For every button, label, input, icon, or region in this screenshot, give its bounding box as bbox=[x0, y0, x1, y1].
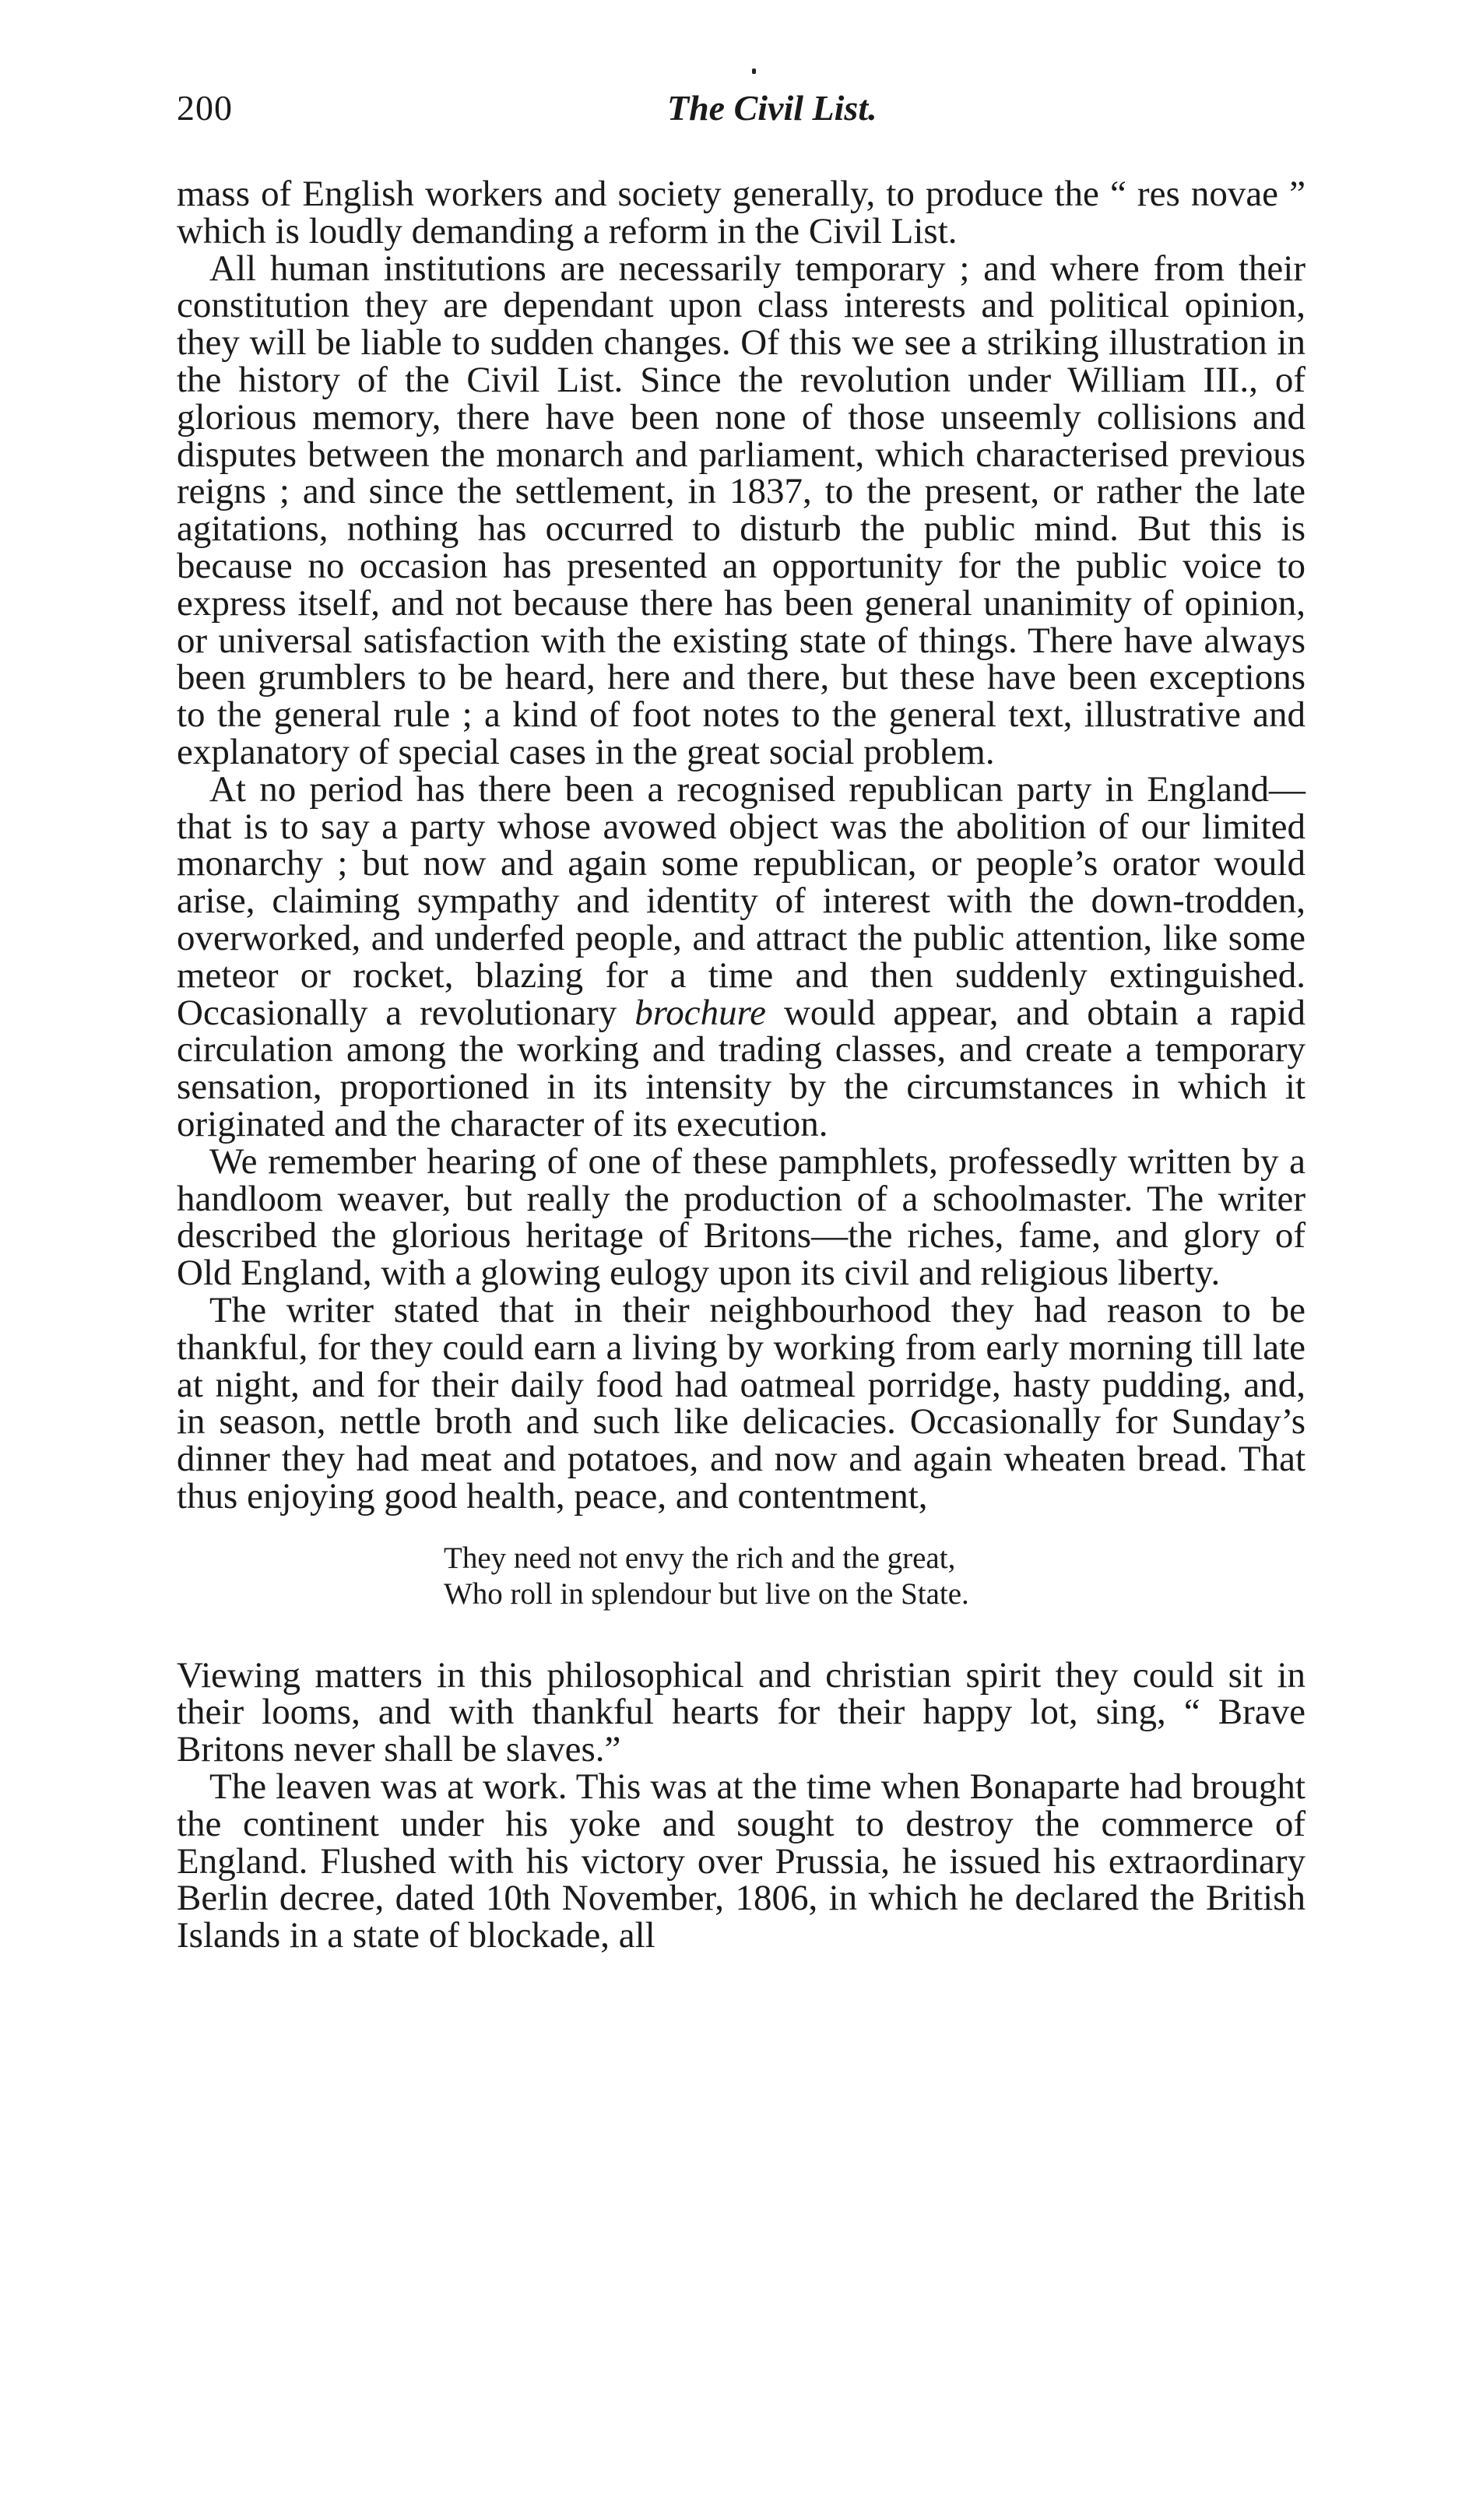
page-number: 200 bbox=[177, 88, 233, 128]
paragraph-5: The writer stated that in their neighbourhood they had reason to be thankful, for they could earn a living by working from early morning till late at night, and for their daily food had oatmeal porridge, hasty pudding, and, in season, nettle broth and such like delicacies. Occasionally for Sunday’s dinner they had meat and potatoes, and now and again wheaten bread. That thus enjoying good health, peace, and contentment, bbox=[177, 1289, 1306, 1517]
paragraph-1: mass of English workers and society generally, to produce the “ res novae ” which is loudly demanding a reform in the Civil List. bbox=[177, 174, 1306, 251]
paragraph-4: We remember hearing of one of these pamphlets, professedly written by a handloom weaver, but really the production of a schoolmaster. The writer described the glorious heritage of Britons—the riches, fame, and glory of Old England, with a glowing eulogy upon its civil and religious liberty. bbox=[177, 1141, 1306, 1294]
body-text bbox=[177, 176, 1306, 1955]
verse-quote bbox=[177, 1541, 1306, 1612]
verse-line-1: They need not envy the rich and the great, bbox=[444, 1541, 956, 1575]
paragraph-6: Viewing matters in this philosophical and christian spirit they could sit in their looms, and with thankful hearts for their happy lot, sing, “ Brave Britons never shall be slaves.” bbox=[177, 1654, 1306, 1770]
print-speck bbox=[752, 69, 756, 74]
paragraph-3-part-2: would appear, and obtain a rapid circulation among the working and trading classes, and create a temporary sensation, proportioned in its intensity by the circumstances in which it originated and the character of its execution. bbox=[177, 992, 1306, 1144]
page-header bbox=[177, 87, 1306, 142]
paragraph-2: All human institutions are necessarily temporary ; and where from their constitution they are dependant upon class interests and political opinion, they will be liable to sudden changes. Of this we see a striking illustration in the history of the Civil List. Since the revolution under William III., of glorious memory, there have been none of those unseemly collisions and disputes between the monarch and parliament, which characterised previous reigns ; and since the settlement, in 1837, to the present, or rather the late agitations, nothing has occurred to disturb the public mind. But this is because no occasion has presented an opportunity for the public voice to express itself, and not because there has been general unanimity of opinion, or universal satisfaction with the existing state of things. There have always been grumblers to be heard, here and there, but these have been exceptions to the general rule ; a kind of foot notes to the general text, illustrative and explanatory of special cases in the great social problem. bbox=[177, 248, 1306, 772]
paragraph-3 bbox=[177, 768, 1306, 1144]
italic-word: brochure bbox=[634, 992, 767, 1033]
running-title: The Civil List. bbox=[667, 88, 877, 128]
paragraph-7: The leaven was at work. This was at the time when Bonaparte had brought the continent under his yoke and sought to destroy the commerce of England. Flushed with his victory over Prussia, he issued his extraordinary Berlin decree, dated 10th November, 1806, in which he declared the British Islands in a state of blockade, all bbox=[177, 1766, 1306, 1956]
verse-line-2: Who roll in splendour but live on the State. bbox=[444, 1576, 969, 1611]
paragraph-3-part-1: At no period has there been a recognised republican party in England—that is to say a party whose avowed object was the abolition of our limited monarchy ; but now and again some republican, or people’s orator would arise, claiming sympathy and identity of interest with the down-trodden, overworked, and underfed people, and attract the public attention, like some meteor or rocket, blazing for a time and then suddenly extinguished. Occasionally a revolutionary bbox=[177, 768, 1306, 1033]
